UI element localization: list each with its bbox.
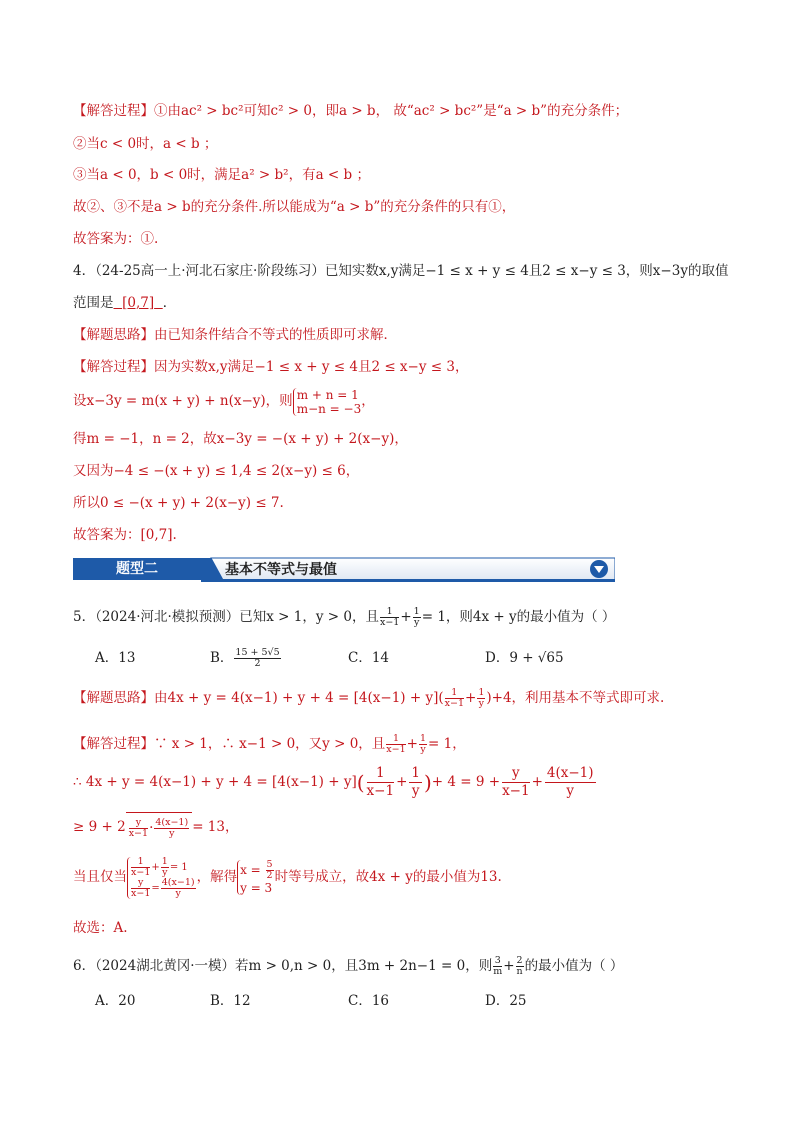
section-banner	[73, 556, 615, 582]
solution-tag: 【解答过程】	[73, 103, 154, 119]
q5-choice-b-label: B．	[210, 650, 234, 666]
q5-proc-line-2: ∴ 4x + y = 4(x−1) + y + 4 = [4(x−1) + y]( $\frac{1}{x-1}$ + $\frac{1}{y}$ )+ 4 = 9 + $\frac{y}{x-1}$ + $\frac{4(x-1)}{y}$	[73, 765, 594, 799]
fraction-3-over-m: $\frac{3}{m}$	[493, 955, 503, 977]
fraction-1-over-x-minus-1: $\frac{1}{x-1}$	[379, 606, 400, 628]
q5-proc-line-2-prefix: ∴ 4x + y = 4(x−1) + y + 4 = [4(x−1) + y]	[73, 774, 357, 790]
q4-proc-line-3: 得m = −1，n = 2，故x−3y = −(x + y) + 2(x−y)，	[73, 431, 408, 447]
q5-idea-paren: ( $\frac{1}{x-1}$ + $\frac{1}{y}$ )	[438, 687, 492, 709]
q5-proc-line-2-plus: +	[531, 774, 543, 790]
fraction-1-over-x-minus-1: $\frac{1}{x-1}$	[386, 733, 406, 755]
p3-line-1-body: ①由ac² > bc²可知c² > 0，即a > b， 故“ac² > bc²”是“a > b”的充分条件；	[154, 103, 629, 119]
q5-proc-line-3-suffix: = 13，	[192, 819, 239, 835]
q6-choice-d[interactable]: D．25	[485, 993, 527, 1009]
q6-stem-prefix: 6．（2024湖北黄冈·一模）若m > 0,n > 0，且3m + 2n−1 = 0，则	[73, 958, 493, 974]
q4-proc-line-4: 又因为−4 ≤ −(x + y) ≤ 1,4 ≤ 2(x−y) ≤ 6，	[73, 463, 360, 479]
q5-proc-line-2-mid: + 4 = 9 +	[431, 774, 501, 790]
q4-system-eq-2: m−n = −3	[296, 401, 362, 416]
section-label: 题型二	[73, 558, 201, 580]
q5-proc-line-4-mid: ，解得	[196, 869, 238, 885]
q4-stem-prefix: 范围是	[73, 295, 114, 311]
fraction-2-over-n: $\frac{2}{n}$	[516, 955, 523, 977]
q4-proc-line-2-text: 设x−3y = m(x + y) + n(x−y)，则	[73, 393, 293, 409]
q4-proc-line-1	[73, 357, 468, 377]
q5-choice-d[interactable]: D．9 + √65	[485, 650, 564, 666]
q4-blank-answer	[114, 295, 163, 311]
q5-choice-b-num: 15 + 5√5	[235, 647, 280, 658]
q4-proc-line-5: 所以0 ≤ −(x + y) + 2(x−y) ≤ 7.	[73, 495, 284, 511]
q5-stem: 5．（2024·河北·模拟预测）已知x > 1，y > 0，且 $\frac{1}{x-1}$ + $\frac{1}{y}$ = 1，则4x + y的最小值为（ ）	[73, 606, 616, 628]
q4-answer: 故答案为：[0,7].	[73, 527, 177, 543]
q5-proc-line-3	[73, 812, 238, 843]
q4-proc-line-2-end: ，	[361, 393, 375, 409]
q4-idea-text: 由已知条件结合不等式的性质即可求解．	[154, 327, 397, 343]
q6-stem-suffix: 的最小值为（ ）	[524, 958, 624, 974]
solution-tag: 【解答过程】	[73, 736, 154, 752]
fraction-1-over-y: $\frac{1}{y}$	[413, 606, 420, 628]
p3-line-4: 故②、③不是a > b的充分条件.所以能成为“a > b”的充分条件的只有①，	[73, 199, 516, 215]
section-title: 基本不等式与最值	[225, 562, 337, 578]
q5-choice-b-den: 2	[254, 658, 261, 669]
q6-choice-b[interactable]: B．12	[210, 993, 251, 1009]
q5-proc-line-4-prefix: 当且仅当	[73, 869, 127, 885]
q4-stem-line-1: 4．（24-25高一上·河北石家庄·阶段练习）已知实数x,y满足−1 ≤ x + y ≤ 4且2 ≤ x−y ≤ 3，则x−3y的取值	[73, 263, 729, 279]
q6-stem: 6．（2024湖北黄冈·一模）若m > 0,n > 0，且3m + 2n−1 = 0，则 $\frac{3}{m}$ + $\frac{2}{n}$ 的最小值为（ ）	[73, 955, 624, 977]
q5-choice-a[interactable]: A．13	[95, 650, 136, 666]
q5-proc-line-1-prefix: ∵ x > 1，∴ x−1 > 0，又y > 0，且	[154, 736, 386, 752]
p3-answer: 故答案为：①.	[73, 231, 159, 247]
q5-stem-suffix: = 1，则4x + y的最小值为（ ）	[421, 609, 616, 625]
q5-idea-prefix: 由4x + y = 4(x−1) + y + 4 = [4(x−1) + y]	[154, 690, 439, 706]
idea-tag: 【解题思路】	[73, 690, 154, 706]
p3-line-1	[73, 101, 628, 121]
q6-choice-a[interactable]: A．20	[95, 993, 136, 1009]
q5-proc-line-3-prefix: ≥ 9 + 2	[73, 819, 126, 835]
idea-tag: 【解题思路】	[73, 327, 154, 343]
q5-idea	[73, 684, 664, 712]
q5-solution-system: x = $\frac{5}{2}$ y = 3	[237, 860, 275, 895]
solution-tag: 【解答过程】	[73, 359, 154, 375]
chevron-down-icon	[589, 559, 609, 579]
q4-proc-line-1-text: 因为实数x,y满足−1 ≤ x + y ≤ 4且2 ≤ x−y ≤ 3，	[154, 359, 469, 375]
q4-blank-value: [0,7]	[122, 295, 155, 311]
q4-stem-suffix: ．	[162, 295, 177, 311]
sqrt-expression: $\frac{y}{x-1}$ · $\frac{4(x-1)}{y}$	[126, 812, 193, 843]
q5-idea-suffix: +4，利用基本不等式即可求.	[491, 690, 665, 706]
q5-condition-system: $\frac{1}{x-1}$ + $\frac{1}{y}$ = 1 $\frac{y}{x-1}$ = $\frac{4(x-1)}{y}$	[127, 857, 197, 899]
q5-proc-line-1: 【解答过程】∵ x > 1，∴ x−1 > 0，又y > 0，且 $\frac{1}{x-1}$ + $\frac{1}{y}$ = 1，	[73, 733, 466, 755]
p3-line-2: ②当c < 0时，a < b ；	[73, 136, 218, 152]
q5-choice-c[interactable]: C．14	[348, 650, 390, 666]
q4-idea	[73, 325, 397, 345]
q4-stem-line-2	[73, 293, 176, 313]
q6-choice-c[interactable]: C．16	[348, 993, 390, 1009]
q4-equation-system	[293, 388, 362, 416]
q5-answer: 故选：A.	[73, 920, 128, 936]
p3-line-3: ③当a < 0，b < 0时，满足a² > b²，有a < b ；	[73, 167, 370, 183]
q5-proc-line-1-suffix: = 1，	[428, 736, 466, 752]
q4-system-eq-1: m + n = 1	[296, 387, 359, 402]
q5-choice-b[interactable]	[210, 646, 282, 670]
fraction-1-over-y: $\frac{1}{y}$	[419, 733, 427, 755]
q5-stem-prefix: 5．（2024·河北·模拟预测）已知x > 1，y > 0，且	[73, 609, 379, 625]
q5-choice-b-fraction	[234, 648, 280, 669]
q4-proc-line-2	[73, 384, 375, 418]
q5-proc-line-4	[73, 854, 502, 900]
q5-proc-line-4-suffix: 时等号成立，故4x + y的最小值为13.	[274, 869, 502, 885]
